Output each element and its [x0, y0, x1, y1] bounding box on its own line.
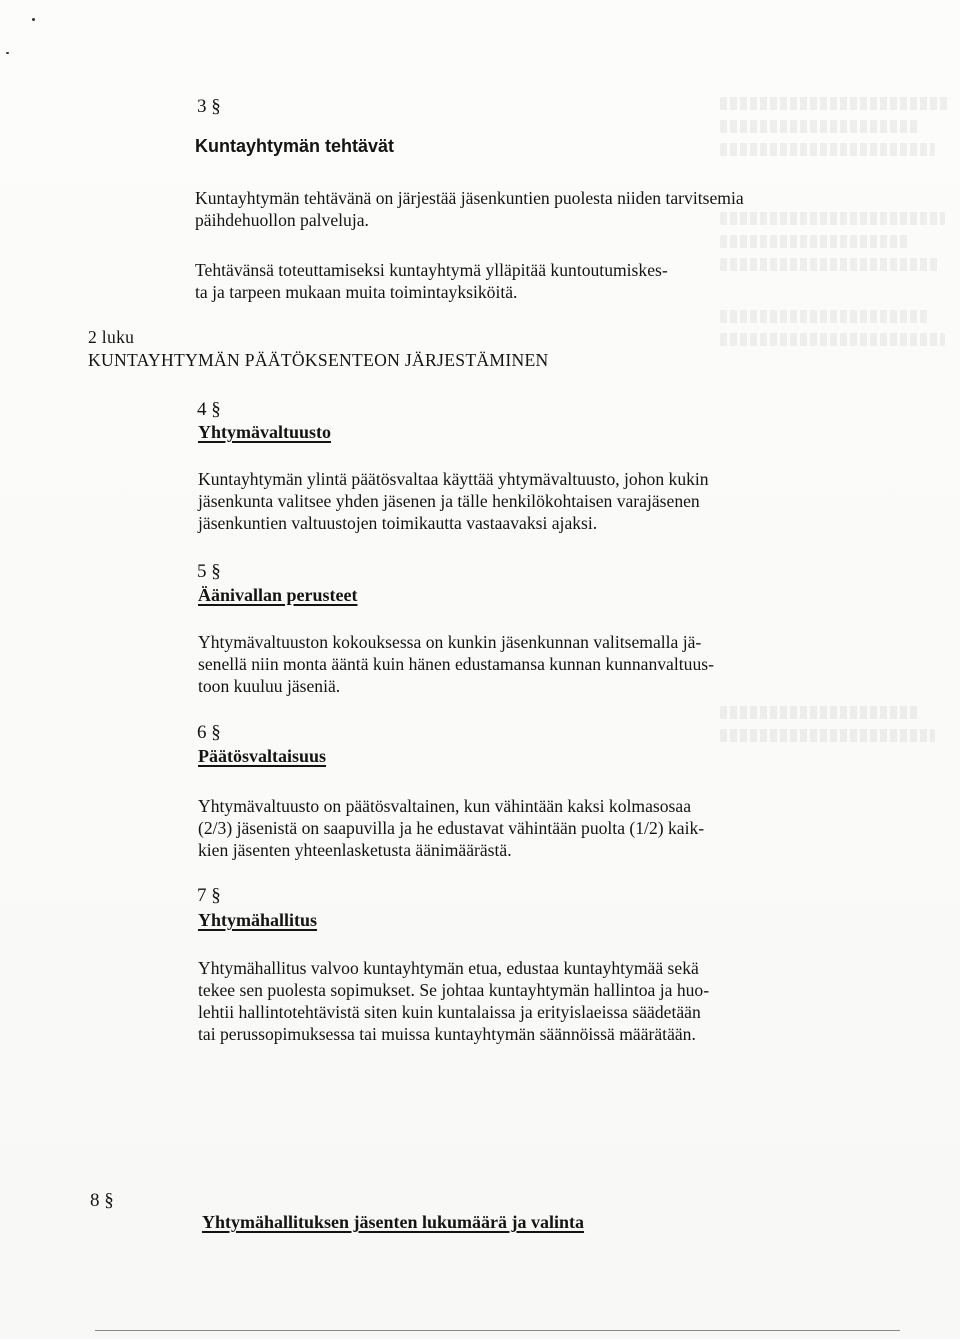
bleed-through-line	[720, 310, 930, 323]
section-3-paragraph-1	[195, 187, 744, 231]
section-6-number: 6 §	[197, 722, 221, 743]
text-line: tai perussopimuksessa tai muissa kuntayhtymän säännöissä määrätään.	[198, 1024, 696, 1044]
section-5-paragraph-1	[198, 631, 714, 697]
bleed-through-line	[720, 97, 950, 110]
text-line: senellä niin monta ääntä kuin hänen edustamansa kunnan kunnanvaltuus-	[198, 654, 714, 674]
bleed-through-line	[720, 706, 920, 719]
section-4-number: 4 §	[197, 399, 221, 420]
text-line: tekee sen puolesta sopimukset. Se johtaa kuntayhtymän hallintoa ja huo-	[198, 980, 710, 1000]
text-line: jäsenkuntien valtuustojen toimikautta vastaavaksi ajaksi.	[198, 513, 598, 533]
text-line: lehtii hallintotehtävistä siten kuin kuntalaissa ja erityislaeissa säädetään	[198, 1002, 701, 1022]
text-line: kien jäsenten yhteenlasketusta äänimäärästä.	[198, 840, 512, 860]
section-6-heading: Päätösvaltaisuus	[198, 746, 327, 766]
section-4-heading: Yhtymävaltuusto	[198, 422, 332, 442]
section-7-paragraph-1	[198, 957, 709, 1045]
text-line: Yhtymähallitus valvoo kuntayhtymän etua, edustaa kuntayhtymää sekä	[198, 958, 699, 978]
text-line: Yhtymävaltuusto on päätösvaltainen, kun vähintään kaksi kolmasosaa	[198, 796, 692, 816]
text-line: Yhtymävaltuuston kokouksessa on kunkin jäsenkunnan valitsemalla jä-	[198, 632, 702, 652]
bleed-through-line	[720, 120, 920, 133]
section-3-number: 3 §	[197, 96, 221, 117]
text-line: (2/3) jäsenistä on saapuvilla ja he edustavat vähintään puolta (1/2) kaik-	[198, 818, 705, 838]
text-line: Kuntayhtymän ylintä päätösvaltaa käyttää yhtymävaltuusto, johon kukin	[198, 469, 709, 489]
bleed-through-line	[720, 729, 935, 742]
section-5-heading: Äänivallan perusteet	[198, 585, 358, 605]
text-line: päihdehuollon palveluja.	[195, 210, 369, 230]
text-line: Kuntayhtymän tehtävänä on järjestää jäsenkuntien puolesta niiden tarvitsemia	[195, 188, 744, 208]
section-3-paragraph-2	[195, 259, 668, 303]
section-6-paragraph-1	[198, 795, 704, 861]
text-line: toon kuuluu jäseniä.	[198, 676, 341, 696]
bleed-through-line	[720, 258, 940, 271]
section-5-number: 5 §	[197, 561, 221, 582]
bleed-through-line	[720, 143, 935, 156]
bleed-through-line	[720, 212, 945, 225]
scan-speck	[32, 18, 35, 21]
text-line: Tehtävänsä toteuttamiseksi kuntayhtymä ylläpitää kuntoutumiskes-	[195, 260, 668, 280]
bottom-rule	[95, 1330, 900, 1331]
section-7-number: 7 §	[197, 885, 221, 906]
section-8-heading: Yhtymähallituksen jäsenten lukumäärä ja valinta	[202, 1212, 585, 1232]
section-7-heading: Yhtymähallitus	[198, 910, 318, 930]
bleed-through-line	[720, 333, 945, 346]
section-4-paragraph-1	[198, 468, 709, 534]
section-3-heading: Kuntayhtymän tehtävät	[195, 136, 395, 156]
chapter-label: 2 luku	[88, 327, 135, 347]
text-line: ta ja tarpeen mukaan muita toimintayksiköitä.	[195, 282, 518, 302]
bleed-through-line	[720, 235, 910, 248]
text-line: jäsenkunta valitsee yhden jäsenen ja tälle henkilökohtaisen varajäsenen	[198, 491, 700, 511]
section-8-number: 8 §	[90, 1190, 114, 1211]
scan-speck	[6, 52, 9, 54]
chapter-title: KUNTAYHTYMÄN PÄÄTÖKSENTEON JÄRJESTÄMINEN	[88, 350, 549, 370]
